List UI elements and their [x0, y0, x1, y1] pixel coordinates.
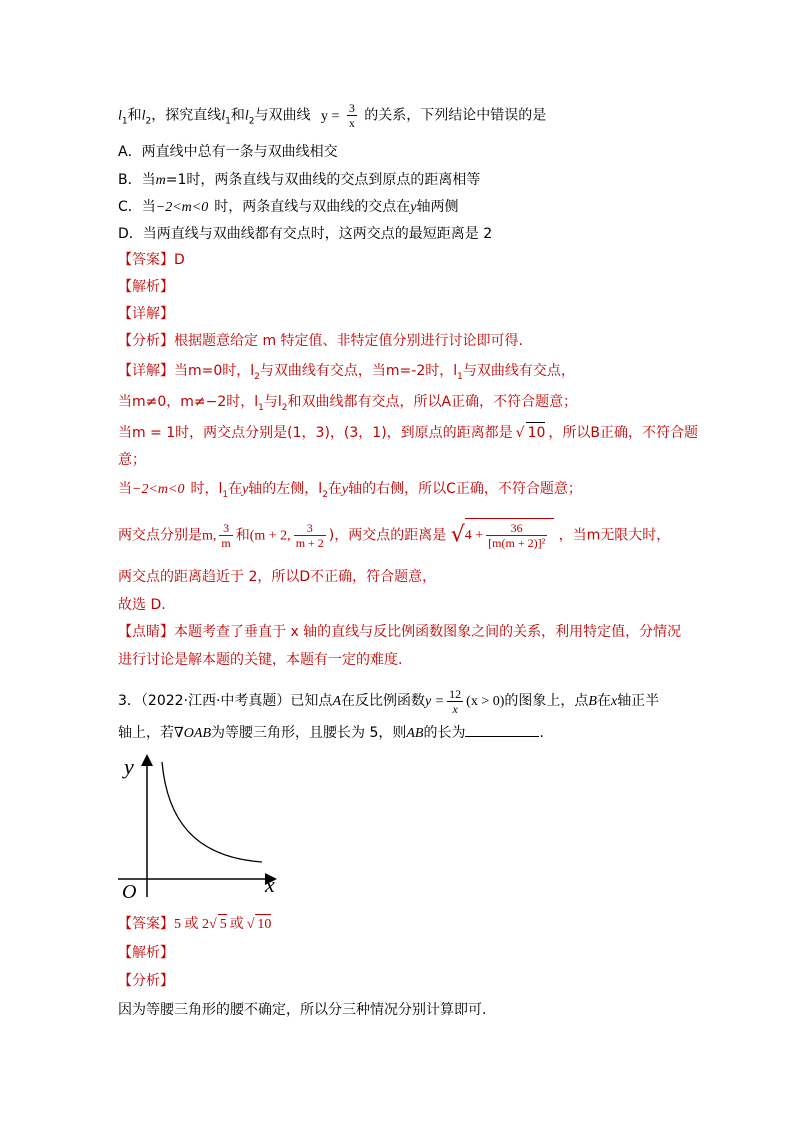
y-axis-label: y: [124, 754, 134, 779]
detail-heading: 【详解】: [118, 306, 174, 322]
question-3-line-1: 3．（2022·江西·中考真题）已知点A在反比例函数y = $\frac{12}{x}$ (x > 0)的图象上，点B在x轴正半: [118, 686, 660, 716]
option-b: B．当m=1时，两条直线与双曲线的交点到原点的距离相等: [118, 172, 481, 188]
option-a: A．两直线中总有一条与双曲线相交: [118, 144, 338, 160]
option-d: D．当两直线与双曲线都有交点时，这两交点的最短距离是 2: [118, 226, 493, 242]
fenxi-3-text: 因为等腰三角形的腰不确定，所以分三种情况分别计算即可.: [118, 1002, 487, 1018]
option-c: C．当−2<m<0 时，两条直线与双曲线的交点在y轴两侧: [118, 199, 459, 215]
origin-label: O: [122, 881, 137, 902]
dianjing-line-2: 进行讨论是解本题的关键，本题有一定的难度.: [118, 652, 403, 668]
fraction-3-over-x: $\frac{3}{x}$: [348, 101, 355, 130]
analysis-heading: 【解析】: [118, 279, 174, 295]
detail-line-2: 当m≠0，m≠−2时，$l_1$与$l_2$和双曲线都有交点，所以A正确，不符合题意；: [118, 394, 578, 413]
detail-line-4: 意；: [118, 452, 146, 468]
answer-blank: [465, 722, 539, 737]
hyperbola-curve: [162, 762, 262, 862]
answer-3-line: 【答案】5 或 2√ 5 或 √ 10: [118, 914, 271, 935]
detail-line-1: 【详解】当m=0时，$l_2$与双曲线有交点，当m=-2时，$l_1$与双曲线有交点，: [118, 363, 575, 382]
detail-line-3: 当m = 1时，两交点分别是(1，3)，(3，1)，到原点的距离都是 √ 10 ，所以B正确，不符合题: [118, 422, 698, 443]
detail-line-6: 两交点分别是m, $\frac{3}{m}$ 和(m + 2, $\frac{3}{m + 2}$ )，两交点的距离是 √4 + $\frac{36}{\text{[m(m + 2)]²}}$ ，当m无限大时，: [118, 518, 670, 554]
dianjing-line-1: 【点睛】本题考查了垂直于 x 轴的直线与反比例函数图象之间的关系，利用特定值，分情况: [118, 624, 682, 640]
conclusion-line: 故选 D.: [118, 597, 166, 613]
detail-line-5: 当−2<m<0 时，$l_1$在y轴的左侧，$l_2$在y轴的右侧，所以C正确，不符合题意；: [118, 481, 582, 500]
question-3-line-2: 轴上，若∇OAB为等腰三角形，且腰长为 5，则AB的长为 .: [118, 722, 544, 744]
x-axis-label: x: [265, 872, 275, 897]
fenxi-3-heading: 【分析】: [118, 973, 174, 989]
question-stem-line: $l_1$和$l_2$，探究直线$l_1$和$l_2$与双曲线 y = $\frac{3}{x}$ 的关系，下列结论中错误的是: [118, 101, 547, 130]
fenxi-line: 【分析】根据题意给定 m 特定值、非特定值分别进行讨论即可得.: [118, 333, 523, 349]
analysis-3-heading: 【解析】: [118, 945, 174, 961]
hyperbola-graph: [112, 752, 292, 902]
answer-line: 【答案】D: [118, 252, 185, 268]
detail-line-7: 两交点的距离趋近于 2，所以D不正确，符合题意，: [118, 569, 437, 585]
